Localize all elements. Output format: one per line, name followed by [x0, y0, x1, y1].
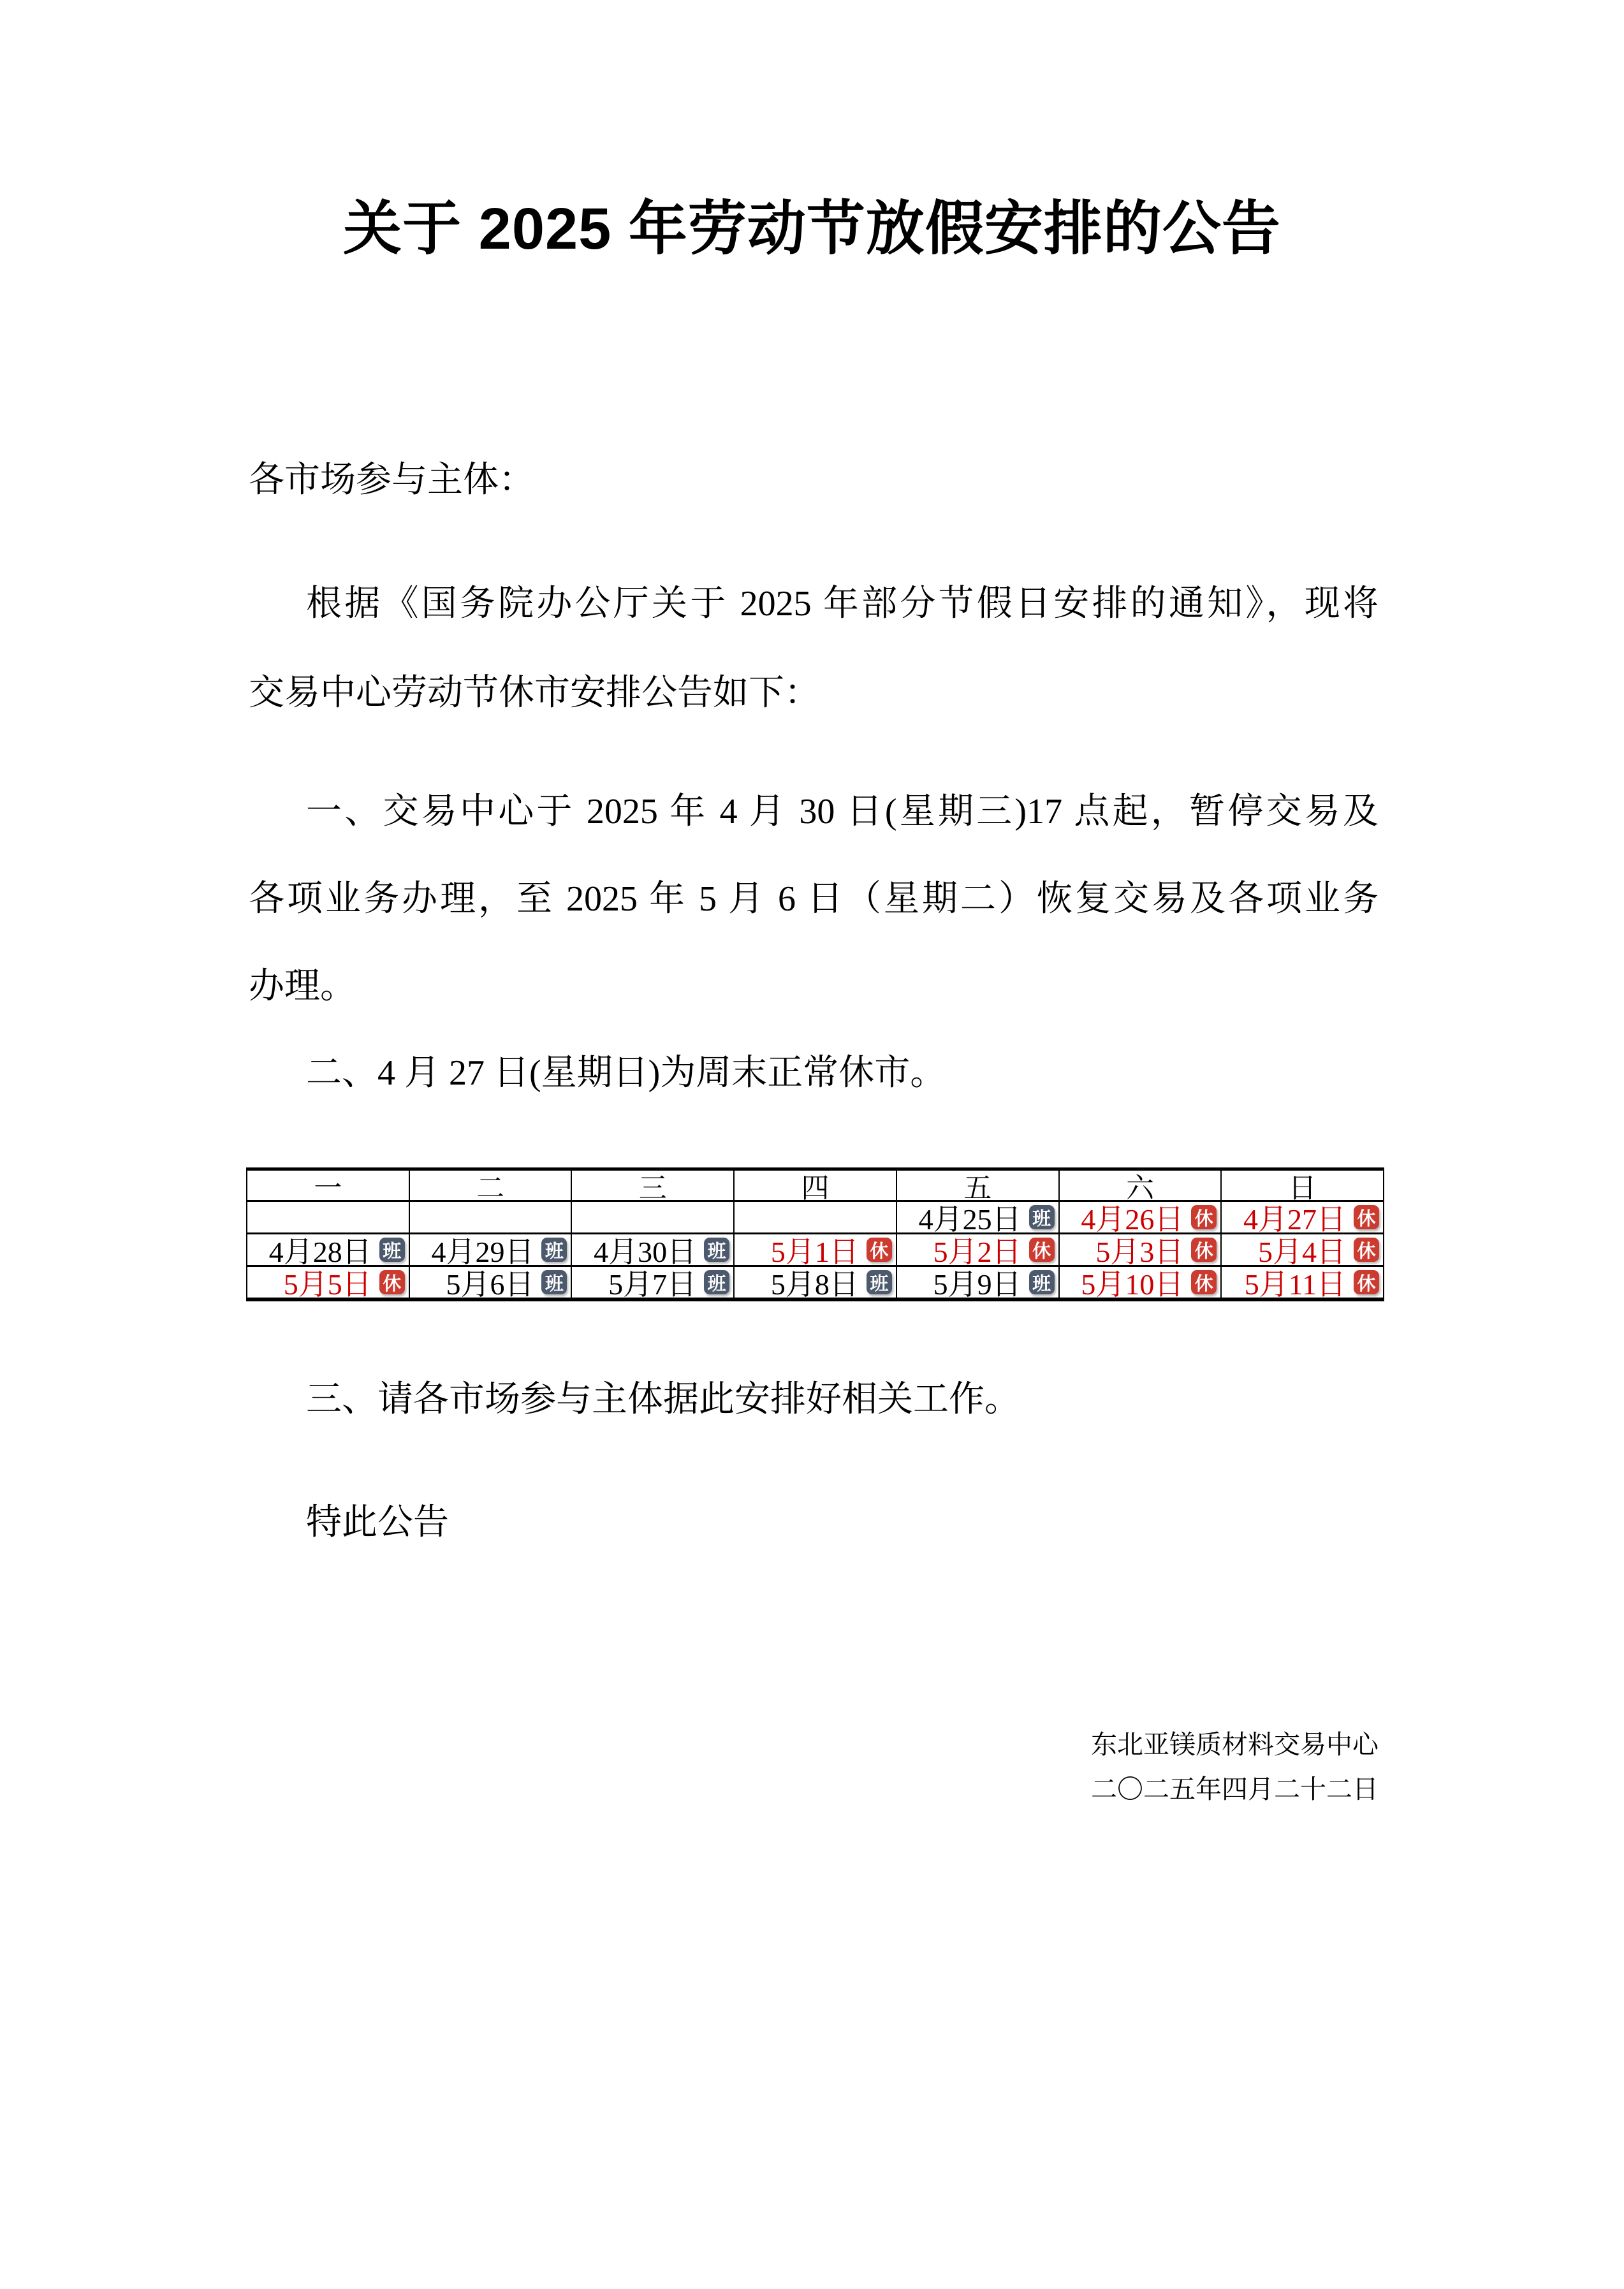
- calendar-date-label: 5月2日: [933, 1236, 1021, 1268]
- calendar-row: [247, 1232, 1383, 1268]
- signature-organization: 东北亚镁质材料交易中心: [1091, 1730, 1379, 1759]
- calendar-day-cell: [571, 1202, 733, 1232]
- calendar-weekday-header: 一: [314, 1173, 342, 1204]
- work-badge: 班: [704, 1238, 729, 1262]
- work-badge: 班: [1029, 1270, 1055, 1294]
- calendar-day-cell: [1058, 1202, 1221, 1236]
- calendar-day-cell: [571, 1234, 733, 1268]
- rest-badge: 休: [1191, 1238, 1217, 1262]
- calendar-day-cell: [896, 1267, 1058, 1301]
- calendar-date-label: 5月5日: [283, 1268, 372, 1301]
- calendar-day-cell: [1220, 1234, 1383, 1268]
- calendar-date-label: 5月1日: [770, 1236, 859, 1268]
- calendar-day-cell: [1220, 1267, 1383, 1301]
- calendar-weekday-header: 二: [409, 1171, 571, 1200]
- work-badge: 班: [704, 1270, 729, 1294]
- work-badge: 班: [541, 1270, 567, 1294]
- calendar-day-cell: [247, 1234, 409, 1268]
- calendar-day-cell: [1058, 1234, 1221, 1268]
- calendar-header-row: [247, 1171, 1383, 1204]
- holiday-calendar-table: [246, 1167, 1384, 1301]
- calendar-row: [247, 1265, 1383, 1301]
- calendar-date-label: 5月11日: [1244, 1268, 1347, 1301]
- calendar-day-cell: [1220, 1202, 1383, 1236]
- calendar-date-label: 4月27日: [1243, 1203, 1347, 1236]
- page-title: 关于 2025 年劳动节放假安排的公告: [343, 196, 1281, 261]
- calendar-date-label: 4月30日: [594, 1236, 697, 1268]
- calendar-day-cell: [896, 1234, 1058, 1268]
- item2-line: 二、4 月 27 日(星期日)为周末正常休市。: [306, 1053, 946, 1093]
- work-badge: 班: [1029, 1205, 1055, 1229]
- calendar-day-cell: [733, 1234, 896, 1268]
- salutation: 各市场参与主体：: [249, 460, 534, 500]
- rest-badge: 休: [867, 1238, 892, 1262]
- calendar-day-cell: [409, 1267, 571, 1301]
- rest-badge: 休: [1354, 1205, 1379, 1229]
- calendar-weekday-header: 四: [733, 1171, 896, 1200]
- calendar-weekday-header: 六: [1058, 1171, 1221, 1200]
- calendar-date-label: 5月3日: [1095, 1236, 1184, 1268]
- calendar-date-label: 5月10日: [1081, 1268, 1184, 1301]
- item3-line: 三、请各市场参与主体据此安排好相关工作。: [306, 1380, 1020, 1419]
- rest-badge: 休: [1029, 1238, 1055, 1262]
- signature-date: 二〇二五年四月二十二日: [1091, 1774, 1379, 1804]
- calendar-date-label: 4月25日: [918, 1203, 1021, 1236]
- calendar-day-cell: [733, 1202, 896, 1232]
- rest-badge: 休: [1354, 1238, 1379, 1262]
- rest-badge: 休: [379, 1270, 405, 1294]
- calendar-date-label: 5月9日: [933, 1268, 1021, 1301]
- closing-line: 特此公告: [306, 1503, 449, 1542]
- calendar-day-cell: [409, 1202, 571, 1232]
- calendar-row: [247, 1200, 1383, 1236]
- intro-paragraph-line-2: 交易中心劳动节休市安排公告如下：: [249, 673, 820, 713]
- calendar-weekday-header: 日: [1220, 1171, 1383, 1200]
- calendar-date-label: 5月8日: [770, 1268, 859, 1301]
- calendar-day-cell: [247, 1202, 409, 1232]
- work-badge: 班: [379, 1238, 405, 1262]
- calendar-day-cell: [733, 1267, 896, 1301]
- calendar-date-label: 5月7日: [608, 1268, 697, 1301]
- work-badge: 班: [867, 1270, 892, 1294]
- calendar-date-label: 4月28日: [268, 1236, 372, 1268]
- calendar-weekday-header: 五: [896, 1171, 1058, 1200]
- calendar-date-label: 4月29日: [431, 1236, 534, 1268]
- item1-line-3: 办理。: [249, 967, 356, 1006]
- calendar-date-label: 5月6日: [446, 1268, 534, 1301]
- calendar-day-cell: [409, 1234, 571, 1268]
- rest-badge: 休: [1191, 1205, 1217, 1229]
- rest-badge: 休: [1191, 1270, 1217, 1294]
- rest-badge: 休: [1354, 1270, 1379, 1294]
- calendar-day-cell: [571, 1267, 733, 1301]
- work-badge: 班: [541, 1238, 567, 1262]
- calendar-date-label: 4月26日: [1081, 1203, 1184, 1236]
- intro-paragraph-line-1: 根据《国务院办公厅关于 2025 年部分节假日安排的通知》，现将: [306, 584, 1379, 624]
- item1-line-2: 各项业务办理，至 2025 年 5 月 6 日（星期二）恢复交易及各项业务: [249, 879, 1379, 919]
- calendar-day-cell: [247, 1267, 409, 1301]
- calendar-weekday-header: 三: [571, 1171, 733, 1200]
- calendar-date-label: 5月4日: [1258, 1236, 1347, 1268]
- calendar-day-cell: [1058, 1267, 1221, 1301]
- item1-line-1: 一、交易中心于 2025 年 4 月 30 日(星期三)17 点起，暂停交易及: [306, 792, 1379, 831]
- calendar-day-cell: [896, 1202, 1058, 1236]
